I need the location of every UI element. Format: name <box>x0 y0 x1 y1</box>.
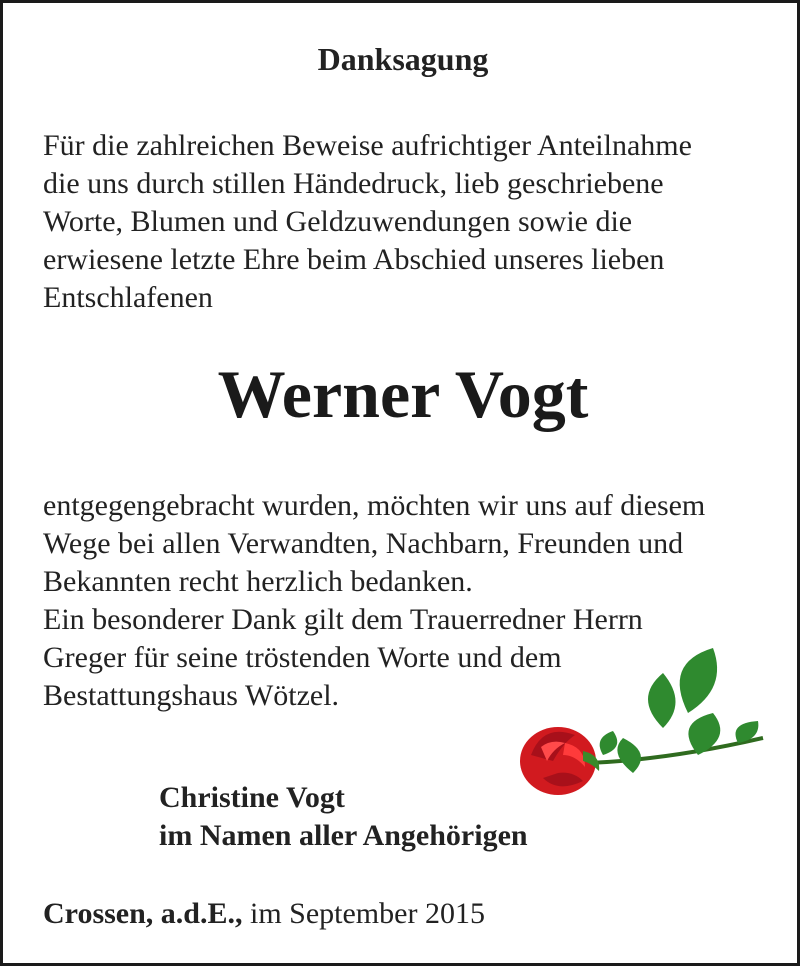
signature-line: im Namen aller Angehörigen <box>159 819 528 852</box>
place: Crossen, a.d.E., <box>43 897 243 930</box>
intro-line: Für die zahlreichen Beweise aufrichtiger Anteilnahme <box>43 129 692 162</box>
thanks-line: Greger für seine tröstenden Worte und dem <box>43 641 562 674</box>
intro-paragraph <box>43 127 783 317</box>
thanks-line: entgegengebracht wurden, möchten wir uns auf diesem <box>43 489 706 522</box>
date: im September 2015 <box>249 897 485 930</box>
rose-image <box>513 643 773 813</box>
deceased-name: Werner Vogt <box>217 356 589 432</box>
notice-heading: Danksagung <box>317 41 489 77</box>
thanks-line: Bestattungshaus Wötzel. <box>43 679 340 712</box>
thanks-line: Ein besonderer Dank gilt dem Trauerredner Herrn <box>43 603 643 636</box>
place-date <box>43 895 485 933</box>
thanks-line: Wege bei allen Verwandten, Nachbarn, Freunden und <box>43 527 684 560</box>
signature-block <box>159 779 528 855</box>
thanks-line: Bekannten recht herzlich bedanken. <box>43 565 473 598</box>
intro-line: erwiesene letzte Ehre beim Abschied unseres lieben <box>43 243 665 276</box>
intro-line: Worte, Blumen und Geldzuwendungen sowie die <box>43 205 633 238</box>
rose-bloom <box>520 727 599 795</box>
intro-line: die uns durch stillen Händedruck, lieb geschriebene <box>43 167 664 200</box>
intro-line: Entschlafenen <box>43 281 213 314</box>
signature-line: Christine Vogt <box>159 781 345 814</box>
